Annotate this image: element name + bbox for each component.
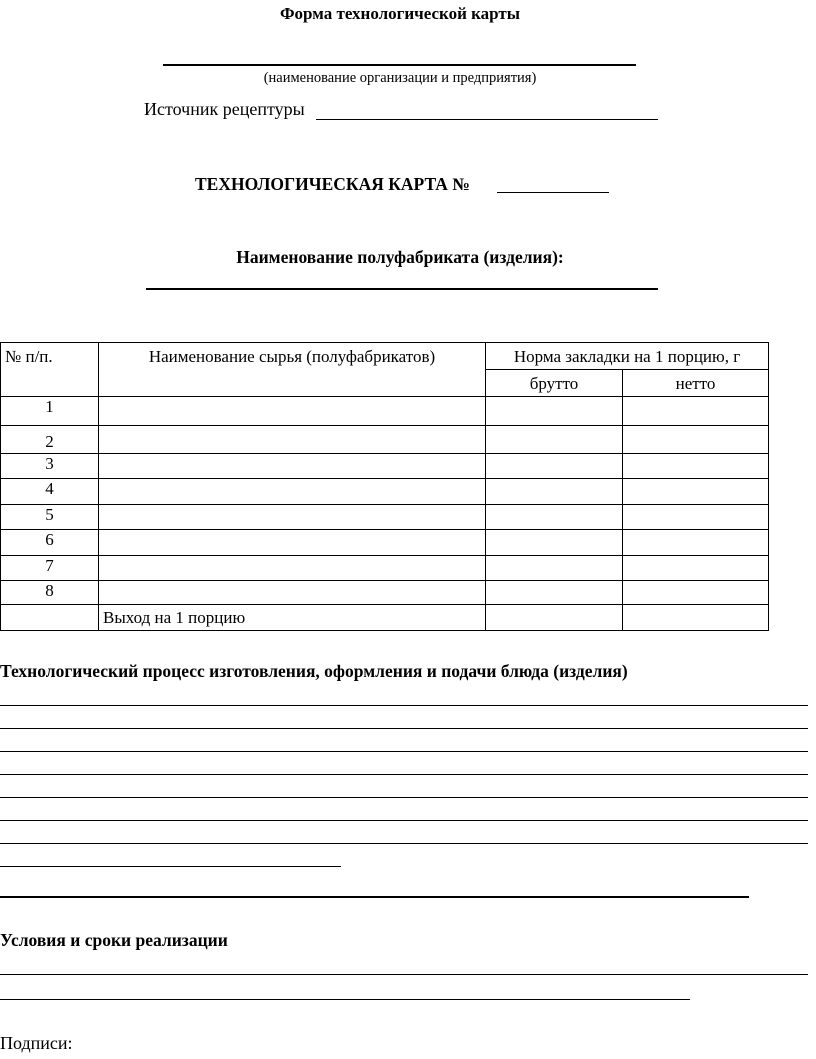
- row-name-cell: [99, 426, 486, 454]
- row-gross-cell: [486, 426, 623, 454]
- card-number-line: [497, 192, 609, 193]
- row-name-cell: [99, 581, 486, 605]
- row-number: 1: [1, 397, 99, 426]
- row-name-cell: [99, 454, 486, 479]
- row-net-cell: [623, 556, 769, 581]
- card-title: ТЕХНОЛОГИЧЕСКАЯ КАРТА №: [195, 174, 470, 194]
- table-row: [1, 397, 769, 426]
- process-line: [0, 751, 808, 752]
- row-gross-cell: [486, 479, 623, 505]
- row-number: 4: [1, 479, 99, 505]
- process-line: [0, 866, 341, 867]
- header-gross: брутто: [486, 370, 623, 397]
- row-name-cell: [99, 397, 486, 426]
- row-net-cell: [623, 426, 769, 454]
- row-name-cell: [99, 479, 486, 505]
- table-row: [1, 454, 769, 479]
- table-row: [1, 556, 769, 581]
- table-footer-row: [1, 605, 769, 631]
- process-title: Технологический процесс изготовления, оформления и подачи блюда (изделия): [0, 661, 628, 681]
- row-net-cell: [623, 505, 769, 530]
- row-gross-cell: [486, 454, 623, 479]
- organization-caption: (наименование организации и предприятия): [263, 70, 537, 86]
- row-number: 3: [1, 454, 99, 479]
- process-line: [0, 728, 808, 729]
- header-number: № п/п.: [1, 343, 99, 397]
- row-net-cell: [623, 479, 769, 505]
- row-gross-cell: [486, 556, 623, 581]
- row-gross-cell: [486, 581, 623, 605]
- portion-yield-label: Выход на 1 порцию: [99, 605, 486, 631]
- recipe-source-line: [316, 119, 658, 120]
- row-gross-cell: [486, 530, 623, 556]
- row-net-cell: [623, 454, 769, 479]
- row-number: 6: [1, 530, 99, 556]
- header-norm: Норма закладки на 1 порцию, г: [486, 343, 769, 370]
- process-line: [0, 820, 808, 821]
- row-net-cell: [623, 581, 769, 605]
- row-number: 5: [1, 505, 99, 530]
- process-line: [0, 843, 808, 844]
- row-gross-cell: [486, 505, 623, 530]
- recipe-source-label: Источник рецептуры: [144, 99, 305, 119]
- row-number: 2: [1, 426, 99, 454]
- footer-number-cell: [1, 605, 99, 631]
- product-name-label: Наименование полуфабриката (изделия):: [236, 247, 564, 267]
- form-title: Форма технологической карты: [279, 4, 521, 23]
- table-row: [1, 479, 769, 505]
- row-net-cell: [623, 530, 769, 556]
- conditions-title: Условия и сроки реализации: [0, 930, 228, 950]
- conditions-line: [0, 999, 690, 1000]
- table-row: [1, 581, 769, 605]
- row-net-cell: [623, 397, 769, 426]
- process-end-line: [0, 896, 749, 898]
- table-row: [1, 505, 769, 530]
- process-line: [0, 705, 808, 706]
- table-row: [1, 426, 769, 454]
- row-name-cell: [99, 556, 486, 581]
- process-line: [0, 774, 808, 775]
- row-number: 7: [1, 556, 99, 581]
- table-header-row: [1, 343, 769, 370]
- table-row: [1, 530, 769, 556]
- signatures-label: Подписи:: [0, 1033, 73, 1053]
- footer-net-cell: [623, 605, 769, 631]
- row-gross-cell: [486, 397, 623, 426]
- header-raw-material: Наименование сырья (полуфабрикатов): [99, 343, 486, 397]
- process-line: [0, 797, 808, 798]
- recipe-table: [0, 342, 769, 631]
- product-name-line: [146, 288, 658, 290]
- row-name-cell: [99, 505, 486, 530]
- conditions-line: [0, 974, 808, 975]
- footer-gross-cell: [486, 605, 623, 631]
- row-number: 8: [1, 581, 99, 605]
- organization-name-line: [163, 64, 636, 66]
- header-net: нетто: [623, 370, 769, 397]
- row-name-cell: [99, 530, 486, 556]
